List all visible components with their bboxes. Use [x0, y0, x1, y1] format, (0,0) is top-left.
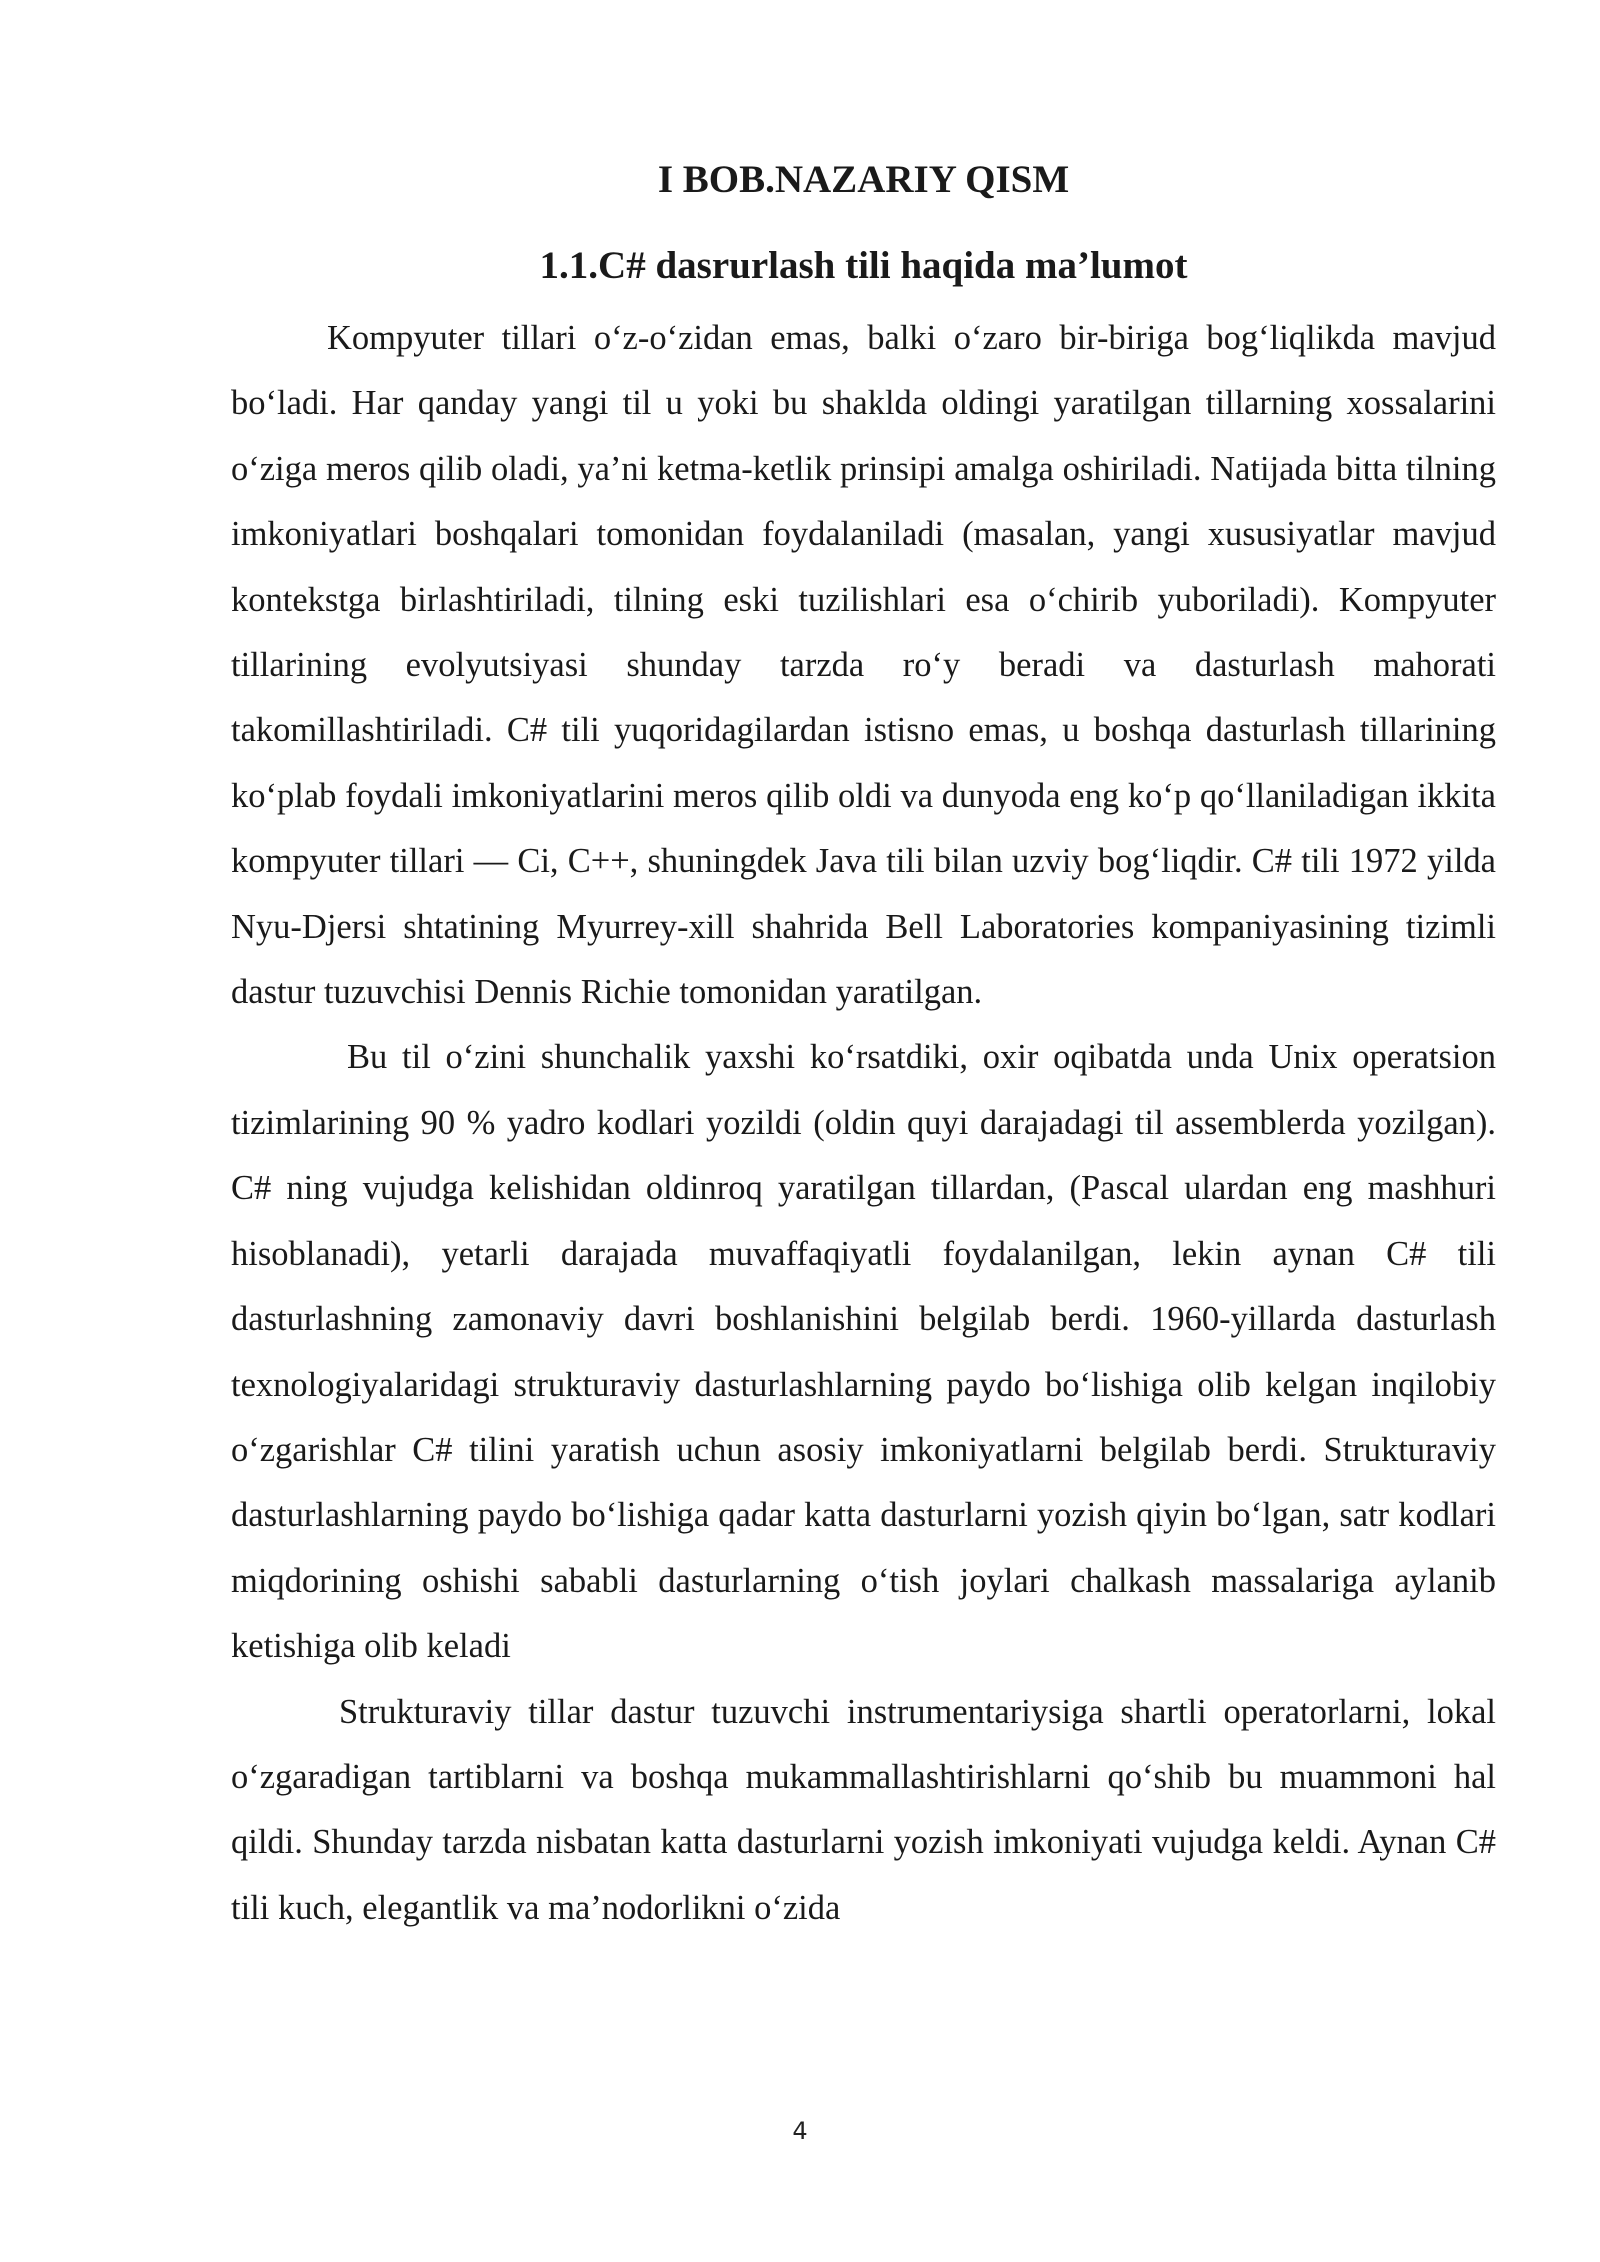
page-content [231, 152, 1496, 1941]
chapter-title: I BOB.NAZARIY QISM [657, 158, 1070, 201]
page-number: 4 [792, 2117, 808, 2145]
section-title: 1.1.C# dasrurlash tili haqida ma’lumot [539, 244, 1188, 287]
paragraph-3: Strukturaviy tillar dastur tuzuvchi instrumentariysiga shartli operatorlarni, lokal o‘zgaradigan tartiblarni va boshqa mukammallashtirishlarni qo‘shib bu muammoni hal qildi. Shunday tarzda nisbatan katta dasturlarni yozish imkoniyati vujudga keldi. Aynan C# tili kuch, elegantlik va ma’nodorlikni o‘zida [231, 1692, 1496, 1927]
paragraph-1: Kompyuter tillari o‘z-o‘zidan emas, balki o‘zaro bir-biriga bog‘liqlikda mavjud bo‘ladi. Har qanday yangi til u yoki bu shaklda oldingi yaratilgan tillarning xossalarini o‘ziga meros qilib oladi, ya’ni ketma-ketlik prinsipi amalga oshiriladi. Natijada bitta tilning imkoniyatlari boshqalari tomonidan foydalaniladi (masalan, yangi xususiyatlar mavjud kontekstga birlashtiriladi, tilning eski tuzilishlari esa o‘chirib yuboriladi). Kompyuter tillarining evolyutsiyasi shunday tarzda ro‘y beradi va dasturlash mahorati takomillashtiriladi. C# tili yuqoridagilardan istisno emas, u boshqa dasturlash tillarining ko‘plab foydali imkoniyatlarini meros qilib oldi va dunyoda eng ko‘p qo‘llaniladigan ikkita kompyuter tillari — Ci, C++, shuningdek Java tili bilan uzviy bog‘liqdir. C# tili 1972 yilda Nyu-Djersi shtatining Myurrey-xill shahrida Bell Laboratories kompaniyasining tizimli dastur tuzuvchisi Dennis Richie tomonidan yaratilgan. [231, 319, 1496, 1012]
paragraph-2: Bu til o‘zini shunchalik yaxshi ko‘rsatdiki, oxir oqibatda unda Unix operatsion tizimlarining 90 % yadro kodlari yozildi (oldin quyi darajadagi til assemblerda yozilgan). C# ning vujudga kelishidan oldinroq yaratilgan tillardan, (Pascal ulardan eng mashhuri hisoblanadi), yetarli darajada muvaffaqiyatli foydalanilgan, lekin aynan C# tili dasturlashning zamonaviy davri boshlanishini belgilab berdi. 1960-yillarda dasturlash texnologiyalaridagi strukturaviy dasturlashlarning paydo bo‘lishiga olib kelgan inqilobiy o‘zgarishlar C# tilini yaratish uchun asosiy imkoniyatlarni belgilab berdi. Strukturaviy dasturlashlarning paydo bo‘lishiga qadar katta dasturlarni yozish qiyin bo‘lgan, satr kodlari miqdorining oshishi sababli dasturlarning o‘tish joylari chalkash massalariga aylanib ketishiga olib keladi [231, 1038, 1496, 1666]
